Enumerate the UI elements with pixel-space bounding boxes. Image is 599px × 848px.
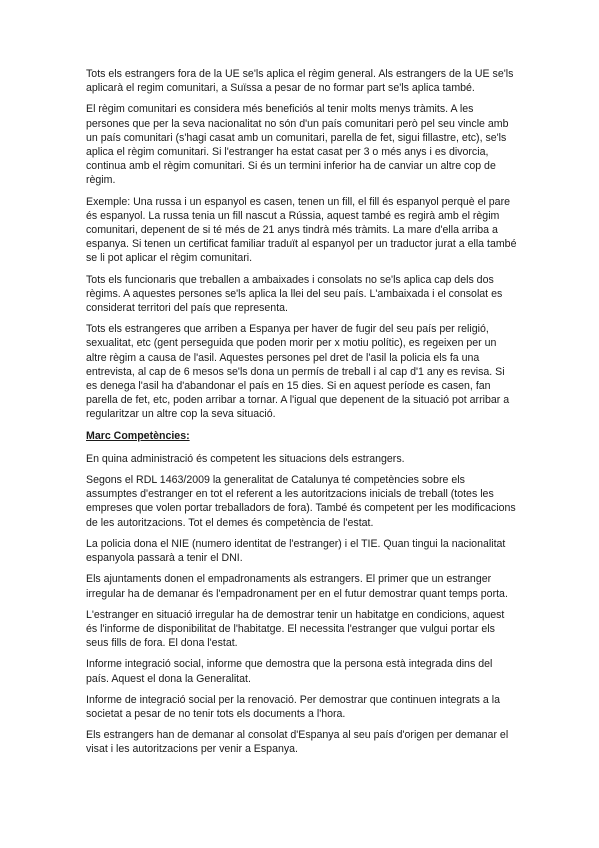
paragraph-policia: La policia dona el NIE (numero identitat de l'estranger) i el TIE. Quan tingui la nacionalitat espanyola passarà a tenir el DNI. (86, 537, 506, 565)
paragraph-asil: Tots els estrangeres que arriben a Espanya per haver de fugir del seu país per religió, sexualitat, etc (gent perseguida que poden morir per x motiu polític), es regeixen per un altre règim a causa de l'asil. Aquestes persones pel dret de l'asil la policia els fa una entrevista, al cap de 6 mesos se'ls dona un permís de treball i al cap d'1 any es revisa. Si es denega l'asil ha d'abandonar el país en 15 dies. Si en aquest període es casen, fan parella de fet, etc, poden arribar a tornar. A l'igual que depenent de la situació pot arribar a regularitzar un altre cop la seva situació. (86, 323, 510, 421)
paragraph-funcionaris: Tots els funcionaris que treballen a ambaixades i consolats no se'ls aplica cap dels dos règims. A aquestes persones se'ls aplica la llei del seu país. L'ambaixada i el consolat es considerat territori del país que representa. (86, 273, 503, 315)
paragraph-consolat: Els estrangers han de demanar al consolat d'Espanya al seu país d'origen per demanar el visat i les autoritzacions per venir a Espanya. (86, 729, 509, 756)
paragraph-regim-comunitari: El règim comunitari es considera més beneficiós al tenir molts menys tràmits. A les persones que per la seva nacionalitat no són d'un país comunitari però pel seu vincle amb un país comunitari (s'hagi casat amb un comunitari, parella de fet, sigui fillastre, etc), se'ls aplica el règim comunitari. Si l'estranger ha estat casat per 3 o més anys i es divorcia, continua amb el règim comunitari. Si és un termini inferior ha de canviar un altre cop de règim. (86, 103, 509, 187)
section-heading-marc-competencies: Marc Competències: (86, 429, 190, 442)
paragraph-habitatge: L'estranger en situació irregular ha de demostrar tenir un habitatge en condicions, aquest és l'informe de disponibilitat de l'habitatge. El necessita l'estranger que vulgui portar els seus fills de fora. El dona l'estat. (86, 608, 505, 650)
paragraph-ajuntaments: Els ajuntaments donen el empadronaments als estrangers. El primer que un estranger irregular ha de demanar és l'empadronament per en el futur demostrar quant temps porta. (86, 573, 508, 600)
document-page (86, 67, 518, 764)
paragraph-rdl: Segons el RDL 1463/2009 la generalitat de Catalunya té competències sobre els assumptes d'estranger en tot el referent a les autoritzacions inicials de treball (totes les empreses que volen portar treballadors de fora). També és competent per les modificacions de les autoritzacions. Tot el demes és competència de l'estat. (86, 474, 516, 529)
paragraph-integracio-social: Informe integració social, informe que demostra que la persona està integrada dins del país. Aquest el dona la Generalitat. (86, 658, 493, 685)
paragraph-integracio-renovacio: Informe de integració social per la renovació. Per demostrar que continuen integrats a la societat a pesar de no tenir tots els documents a l'hora. (86, 693, 500, 720)
paragraph-exemple: Exemple: Una russa i un espanyol es casen, tenen un fill, el fill és espanyol perquè el pare és espanyol. La russa tenia un fill nascut a Rússia, aquest també es regirà amb el règim comunitari, depenent de si té més de 21 anys tindrà més tràmits. La mare d'ella arriba a espanya. Si tenen un certificat familiar traduït al espanyol per un traductor jurat a ella també se li pot aplicar el règim comunitari. (86, 195, 517, 265)
paragraph-administracio: En quina administració és competent les situacions dels estrangers. (86, 452, 405, 465)
paragraph-regim-general: Tots els estrangers fora de la UE se'ls aplica el règim general. Als estrangers de la UE se'ls aplicarà el regim comunitari, a Suïssa a pesar de no formar part se'ls aplica també. (86, 68, 514, 95)
